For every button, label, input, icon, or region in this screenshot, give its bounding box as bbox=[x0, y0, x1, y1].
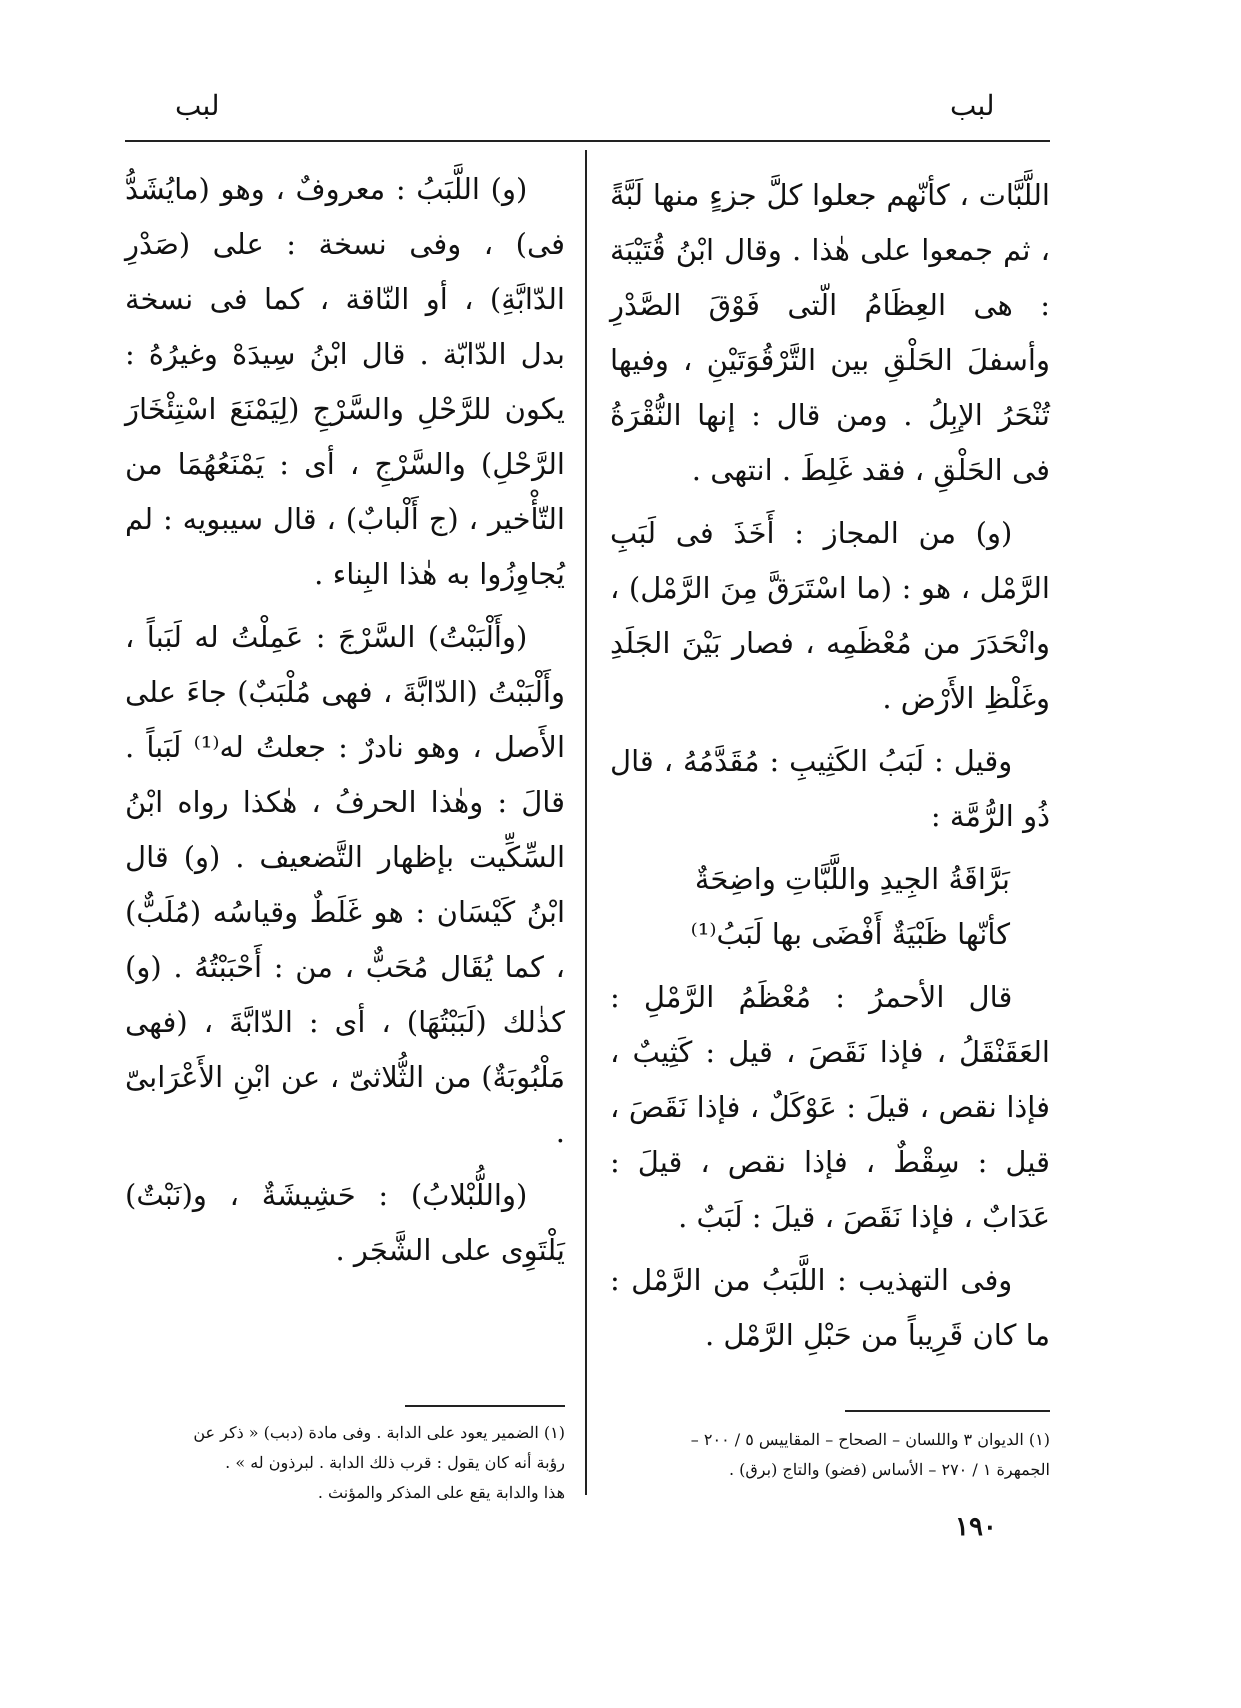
page-number: ١٩٠ bbox=[955, 1512, 997, 1542]
footnote-left-line-2: رؤبة أنه كان يقول : قرب ذلك الدابة . لبرذون له » . bbox=[225, 1453, 565, 1472]
column-divider bbox=[585, 150, 587, 1495]
right-column bbox=[610, 168, 1050, 1363]
verse-line-2: كأنّها ظَبْيَةٌ أَفْضَى بها لَبَبُ⁽¹⁾ bbox=[690, 917, 1010, 951]
footnote-left-line-3: هذا والدابة يقع على المذكر والمؤنث . bbox=[317, 1483, 565, 1502]
footnote-right-line-1: (١) الديوان ٣ واللسان – الصحاح – المقاييس ٥ / ٢٠٠ – bbox=[690, 1430, 1050, 1449]
left-column bbox=[125, 162, 565, 1278]
poetry-verse bbox=[610, 852, 1050, 962]
verse-line-1: بَرَّاقَةُ الجِيدِ واللَّبَّاتِ واضِحَةٌ bbox=[694, 862, 1010, 896]
left-paragraph-3: (واللُّبْلابُ) : حَشِيشَةٌ ، و(نَبْتٌ) يَلْتَوِى على الشَّجَر . bbox=[125, 1178, 565, 1267]
footnote-left-line-1: (١) الضمير يعود على الدابة . وفى مادة (دبب) « ذكر عن bbox=[193, 1423, 565, 1442]
footnote-rule-right bbox=[845, 1410, 1050, 1412]
right-paragraph-2: (و) من المجاز : أَخَذَ فى لَبَبِ الرَّمْل ، هو : (ما اسْتَرَقَّ مِنَ الرَّمْل) ، وانْحَدَرَ من مُعْظَمِه ، فصار بَيْنَ الجَلَدِ وغَلْظِ الأَرْض . bbox=[610, 516, 1050, 715]
header-rule bbox=[125, 140, 1050, 142]
right-paragraph-5: وفى التهذيب : اللَّبَبُ من الرَّمْل : ما كان قَرِيباً من حَبْلِ الرَّمْل . bbox=[610, 1263, 1050, 1352]
footnote-rule-left bbox=[405, 1405, 565, 1407]
left-paragraph-2: (وأَلْبَبْتُ) السَّرْجَ : عَمِلْتُ له لَبَباً ، وأَلْبَبْتُ (الدّابَّةَ ، فهى مُلْبَبٌ) جاءَ على الأَصل ، وهو نادرٌ : جعلتُ له⁽¹⁾ لَبَباً . قالَ : وهٰذا الحرفُ ، هٰكذا رواه ابْنُ السِّكِّيت بإظهار التَّضعيف . (و) قال ابْنُ كَيْسَان : هو غَلَطٌ وقياسُه (مُلَبٌّ) ، كما يُقَال مُحَبٌّ ، من : أَحْبَبْتُهُ . (و) كذٰلك (لَبَبْتُهَا) ، أى : الدّابَّةَ ، (فهى مَلْبُوبَةٌ) من الثُّلاثىّ ، عن ابْنِ الأَعْرَابىّ . bbox=[125, 620, 565, 1149]
footnote-right-line-2: الجمهرة ١ / ٢٧٠ – الأساس (فضو) والتاج (برق) . bbox=[728, 1460, 1050, 1479]
right-paragraph-3: وقيل : لَبَبُ الكَثِيبِ : مُقَدَّمُهُ ، قال ذُو الرُّمَّة : bbox=[610, 744, 1050, 833]
footnote-right bbox=[610, 1425, 1050, 1485]
running-header-left: لبب bbox=[175, 89, 220, 122]
running-header-right: لبب bbox=[950, 89, 995, 122]
footnote-left bbox=[125, 1418, 565, 1508]
right-paragraph-4: قال الأحمرُ : مُعْظَمُ الرَّمْلِ : العَقَنْقَلُ ، فإذا نَقَصَ ، قيل : كَثِيبٌ ، فإذا نقص ، قيلَ : عَوْكَلٌ ، فإذا نَقَصَ ، قيل : سِقْطٌ ، فإذا نقص ، قيلَ : عَدَابٌ ، فإذا نَقَصَ ، قيلَ : لَبَبٌ . bbox=[610, 980, 1050, 1234]
right-paragraph-1: اللَّبَّات ، كأنّهم جعلوا كلَّ جزءٍ منها لَبَّةً ، ثم جمعوا على هٰذا . وقال ابْنُ قُتَيْبَة : هى العِظَامُ الّتى فَوْقَ الصَّدْرِ وأسفلَ الحَلْقِ بين التَّرْقُوَتَيْنِ ، وفيها تُنْحَرُ الإبِلُ . ومن قال : إنها النُّقْرَةُ فى الحَلْقِ ، فقد غَلِطَ . انتهى . bbox=[610, 178, 1050, 487]
left-paragraph-1: (و) اللَّبَبُ : معروفٌ ، وهو (مايُشَدُّ فى) ، وفى نسخة : على (صَدْرِ الدّابَّةِ) ، أو النّاقة ، كما فى نسخة بدل الدّابّة . قال ابْنُ سِيدَهْ وغيرُهُ : يكون للرَّحْلِ والسَّرْجِ (لِيَمْنَعَ اسْتِئْخَارَ الرَّحْلِ) والسَّرْجِ ، أى : يَمْنَعُهُمَا من التّأْخير ، (ج أَلْبابٌ) ، قال سيبويه : لم يُجاوِزُوا به هٰذا البِناء . bbox=[125, 172, 565, 591]
